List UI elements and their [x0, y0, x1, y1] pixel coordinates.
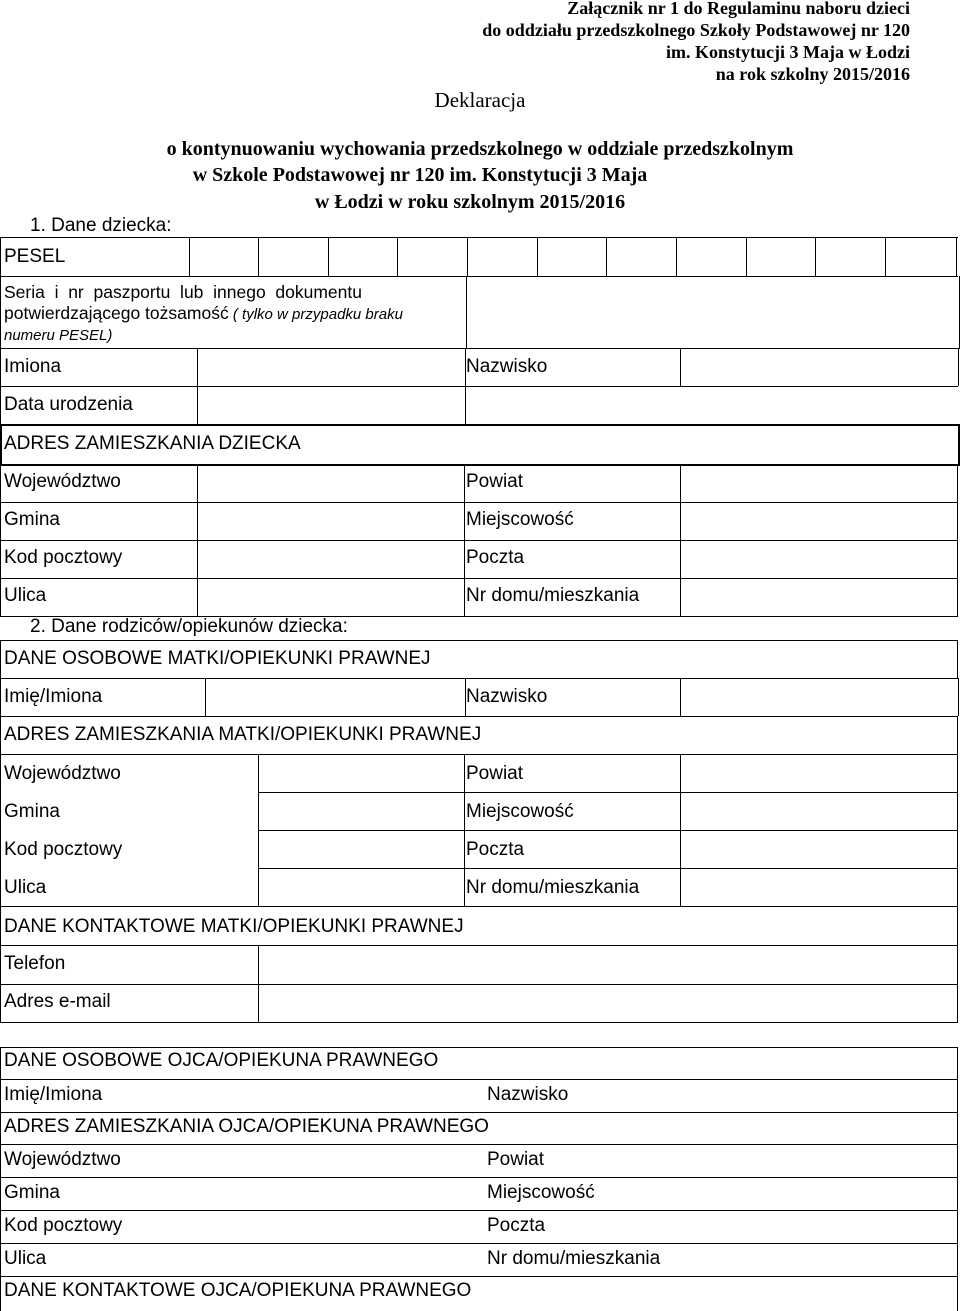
mother-postal-code-label: Kod pocztowy	[4, 839, 123, 860]
pesel-label: PESEL	[4, 246, 66, 267]
birth-date-input[interactable]	[197, 386, 466, 424]
mother-postal-code-input[interactable]	[259, 831, 463, 867]
mother-town-input[interactable]	[681, 793, 956, 829]
father-surname-label: Nazwisko	[487, 1084, 569, 1105]
mother-personal-header: DANE OSOBOWE MATKI/OPIEKUNKI PRAWNEJ	[4, 648, 431, 669]
child-house-no-label: Nr domu/mieszkania	[466, 585, 640, 606]
child-first-names-input[interactable]	[197, 348, 466, 386]
passport-label-line-1: Seria i nr paszportu lub innego dokumentu	[4, 282, 362, 302]
child-town-input[interactable]	[681, 503, 956, 539]
mother-surname-input[interactable]	[680, 678, 959, 716]
passport-label-line-2: potwierdzającego tożsamość	[4, 303, 229, 323]
passport-note: ( tylko w przypadku braku	[228, 306, 403, 323]
child-district-label: Powiat	[466, 471, 524, 492]
father-surname-input[interactable]	[690, 1080, 956, 1110]
mother-post-office-input[interactable]	[681, 831, 956, 867]
father-postal-code-input[interactable]	[200, 1211, 480, 1241]
child-post-office-input[interactable]	[681, 541, 956, 577]
mother-commune-label: Gmina	[4, 801, 60, 822]
mother-street-input[interactable]	[259, 869, 463, 905]
passport-number-input[interactable]	[466, 276, 960, 349]
mother-district-label: Powiat	[466, 763, 524, 784]
birth-date-label: Data urodzenia	[4, 394, 133, 415]
mother-first-names-label: Imię/Imiona	[4, 686, 103, 707]
mother-surname-label: Nazwisko	[466, 686, 548, 707]
mother-commune-input[interactable]	[259, 793, 463, 829]
child-street-label: Ulica	[4, 585, 47, 606]
child-house-no-input[interactable]	[681, 579, 956, 615]
father-house-no-label: Nr domu/mieszkania	[487, 1248, 661, 1269]
mother-town-label: Miejscowość	[466, 801, 574, 822]
child-first-names-label: Imiona	[4, 356, 62, 377]
child-address-header: ADRES ZAMIESZKANIA DZIECKA	[4, 433, 301, 454]
father-personal-header: DANE OSOBOWE OJCA/OPIEKUNA PRAWNEGO	[4, 1050, 439, 1071]
father-contact-header: DANE KONTAKTOWE OJCA/OPIEKUNA PRAWNEGO	[4, 1280, 472, 1301]
father-town-input[interactable]	[690, 1178, 956, 1208]
mother-voivodeship-input[interactable]	[259, 755, 463, 791]
child-commune-label: Gmina	[4, 509, 60, 530]
mother-first-names-input[interactable]	[205, 678, 466, 716]
mother-house-no-input[interactable]	[681, 869, 956, 905]
annex-line-1: Załącznik nr 1 do Regulaminu naboru dzieci	[567, 0, 910, 18]
child-street-input[interactable]	[198, 579, 463, 615]
father-house-no-input[interactable]	[690, 1244, 956, 1274]
father-voivodeship-input[interactable]	[200, 1145, 480, 1175]
father-district-input[interactable]	[690, 1145, 956, 1175]
child-surname-label: Nazwisko	[466, 356, 548, 377]
father-commune-input[interactable]	[200, 1178, 480, 1208]
father-district-label: Powiat	[487, 1149, 545, 1170]
child-commune-input[interactable]	[198, 503, 463, 539]
mother-phone-input[interactable]	[259, 946, 956, 983]
document-title: Deklaracja	[434, 88, 526, 112]
mother-address-header: ADRES ZAMIESZKANIA MATKI/OPIEKUNKI PRAWNEJ	[4, 724, 482, 745]
passport-label-line-3: numeru PESEL)	[4, 327, 113, 344]
child-voivodeship-label: Województwo	[4, 471, 121, 492]
mother-voivodeship-label: Województwo	[4, 763, 121, 784]
mother-contact-header: DANE KONTAKTOWE MATKI/OPIEKUNKI PRAWNEJ	[4, 916, 464, 937]
annex-line-4: na rok szkolny 2015/2016	[715, 64, 910, 84]
child-postal-code-label: Kod pocztowy	[4, 547, 123, 568]
father-post-office-input[interactable]	[690, 1211, 956, 1241]
child-voivodeship-input[interactable]	[198, 465, 463, 501]
mother-email-label: Adres e-mail	[4, 991, 111, 1012]
annex-line-3: im. Konstytucji 3 Maja w Łodzi	[666, 42, 910, 62]
mother-phone-label: Telefon	[4, 953, 66, 974]
father-post-office-label: Poczta	[487, 1215, 546, 1236]
father-first-names-input[interactable]	[200, 1080, 480, 1110]
child-town-label: Miejscowość	[466, 509, 574, 530]
father-address-header: ADRES ZAMIESZKANIA OJCA/OPIEKUNA PRAWNEGO	[4, 1116, 489, 1137]
child-district-input[interactable]	[681, 465, 956, 501]
annex-line-2: do oddziału przedszkolnego Szkoły Podstawowej nr 120	[482, 20, 910, 40]
child-postal-code-input[interactable]	[198, 541, 463, 577]
father-town-label: Miejscowość	[487, 1182, 595, 1203]
pesel-input[interactable]	[189, 237, 957, 276]
father-street-label: Ulica	[4, 1248, 47, 1269]
child-surname-input[interactable]	[680, 348, 959, 386]
title-line-1: o kontynuowaniu wychowania przedszkolnego w oddziale przedszkolnym	[166, 138, 794, 160]
section-parents-heading: 2. Dane rodziców/opiekunów dziecka:	[30, 616, 348, 637]
father-voivodeship-label: Województwo	[4, 1149, 121, 1170]
father-first-names-label: Imię/Imiona	[4, 1084, 103, 1105]
mother-district-input[interactable]	[681, 755, 956, 791]
mother-email-input[interactable]	[259, 985, 956, 1021]
mother-house-no-label: Nr domu/mieszkania	[466, 877, 640, 898]
title-line-2: w Szkole Podstawowej nr 120 im. Konstytucji 3 Maja	[192, 164, 648, 186]
father-commune-label: Gmina	[4, 1182, 60, 1203]
mother-post-office-label: Poczta	[466, 839, 525, 860]
father-postal-code-label: Kod pocztowy	[4, 1215, 123, 1236]
title-line-3: w Łodzi w roku szkolnym 2015/2016	[314, 191, 626, 213]
section-child-heading: 1. Dane dziecka:	[30, 215, 172, 236]
father-street-input[interactable]	[200, 1244, 480, 1274]
mother-street-label: Ulica	[4, 877, 47, 898]
child-post-office-label: Poczta	[466, 547, 525, 568]
